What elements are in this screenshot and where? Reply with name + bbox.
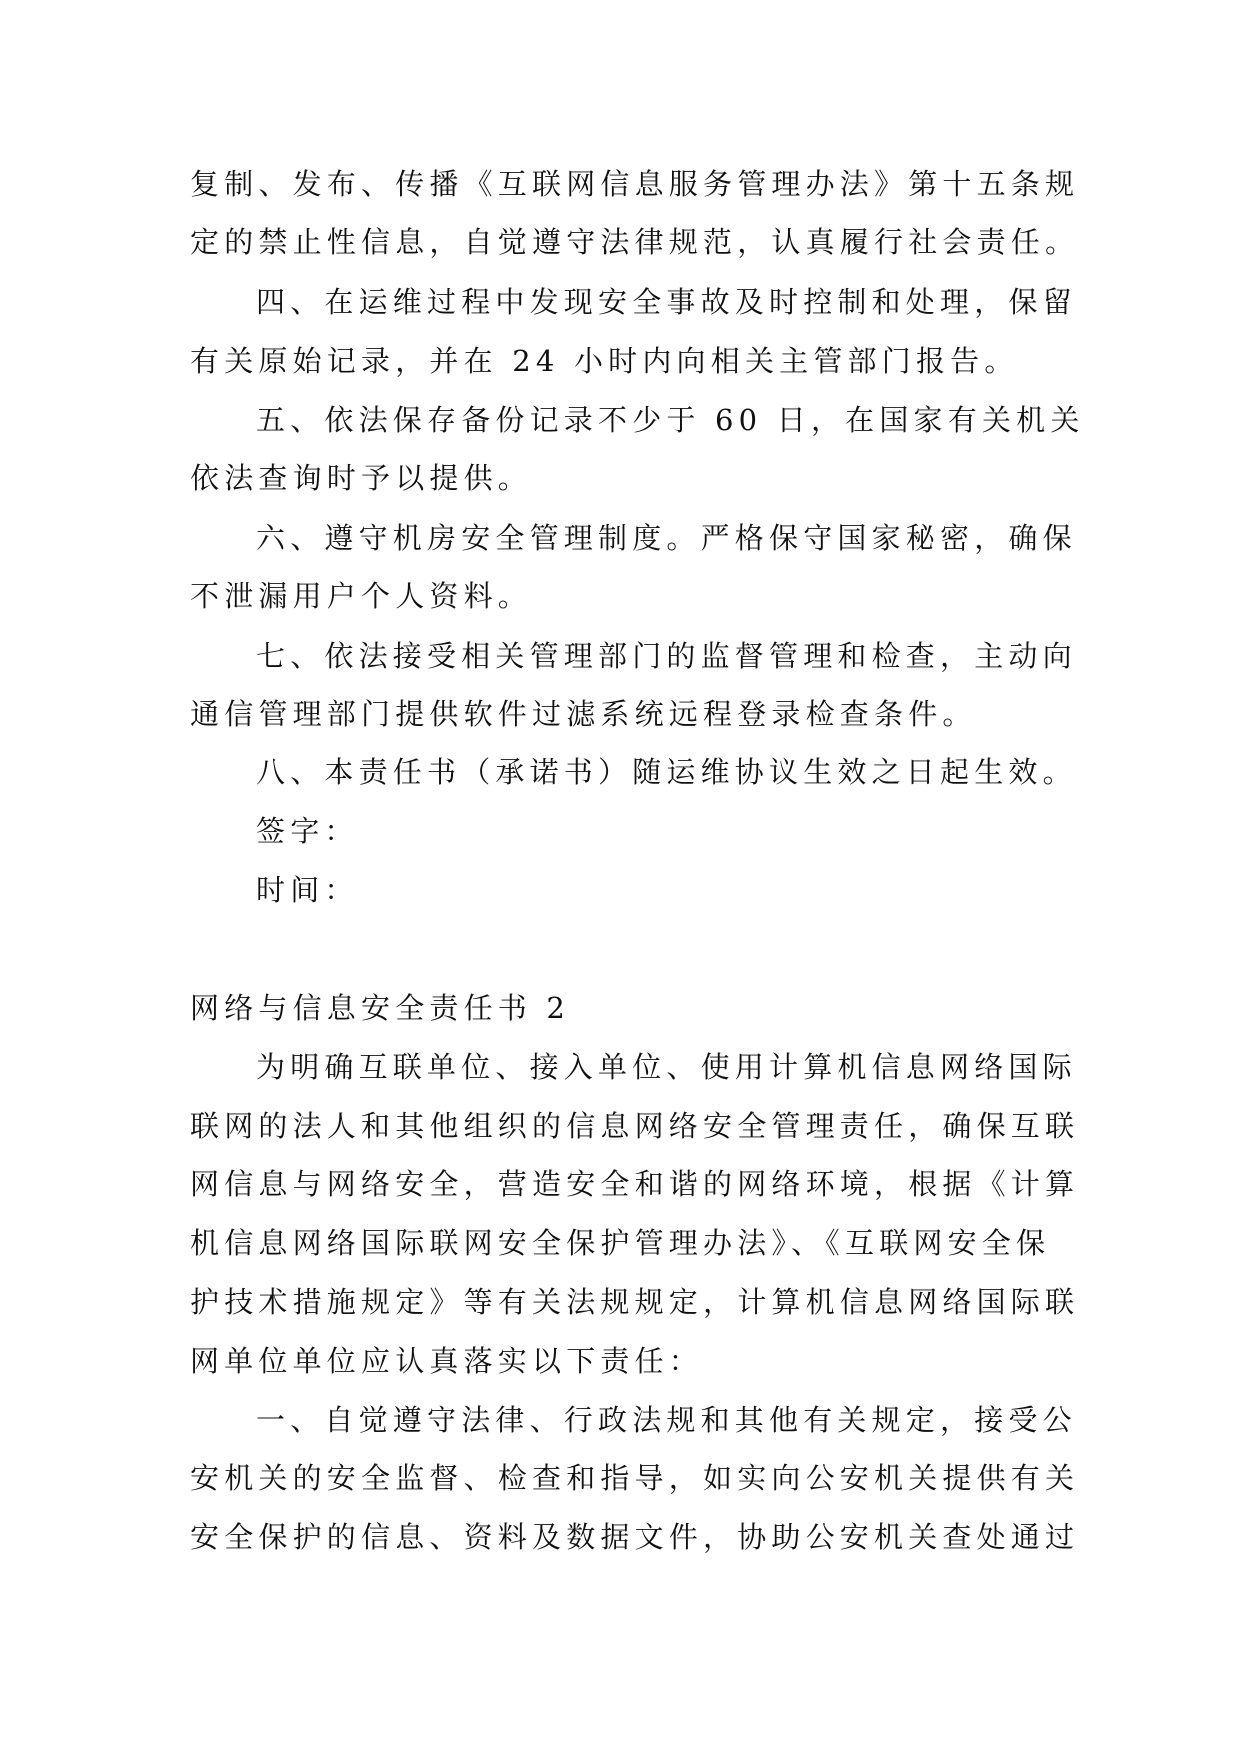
text-line: 复制、发布、传播《互联网信息服务管理办法》第十五条规 xyxy=(190,167,1080,201)
text-line: 五、依法保存备份记录不少于 60 日，在国家有关机关 xyxy=(256,403,1085,437)
time-label: 时间： xyxy=(256,873,359,907)
text-line: 六、遵守机房安全管理制度。严格保守国家秘密，确保 xyxy=(256,521,1077,555)
signature-label: 签字： xyxy=(256,814,359,848)
text-line: 为明确互联单位、接入单位、使用计算机信息网络国际 xyxy=(256,1050,1077,1084)
text-line: 八、本责任书（承诺书）随运维协议生效之日起生效。 xyxy=(256,755,1077,789)
text-line: 护技术措施规定》等有关法规规定，计算机信息网络国际联 xyxy=(190,1285,1080,1319)
text-line: 四、在运维过程中发现安全事故及时控制和处理，保留 xyxy=(256,285,1077,319)
text-line: 网信息与网络安全，营造安全和谐的网络环境，根据《计算 xyxy=(190,1167,1080,1201)
text-line: 网单位单位应认真落实以下责任： xyxy=(190,1344,704,1378)
text-line: 安全保护的信息、资料及数据文件，协助公安机关查处通过 xyxy=(190,1520,1080,1554)
text-line: 一、自觉遵守法律、行政法规和其他有关规定，接受公 xyxy=(256,1403,1077,1437)
text-line: 不泄漏用户个人资料。 xyxy=(190,579,533,613)
text-line: 联网的法人和其他组织的信息网络安全管理责任，确保互联 xyxy=(190,1109,1080,1143)
text-line: 机信息网络国际联网安全保护管理办法》、《互联网安全保 xyxy=(190,1226,1051,1260)
text-line: 七、依法接受相关管理部门的监督管理和检查，主动向 xyxy=(256,639,1077,673)
text-line: 依法查询时予以提供。 xyxy=(190,461,533,495)
text-line: 安机关的安全监督、检查和指导，如实向公安机关提供有关 xyxy=(190,1461,1080,1495)
text-line: 有关原始记录，并在 24 小时内向相关主管部门报告。 xyxy=(190,344,1019,378)
text-line: 通信管理部门提供软件过滤系统远程登录检查条件。 xyxy=(190,697,977,731)
text-line: 定的禁止性信息，自觉遵守法律规范，认真履行社会责任。 xyxy=(190,225,1080,259)
section-title: 网络与信息安全责任书 2 xyxy=(190,991,571,1025)
